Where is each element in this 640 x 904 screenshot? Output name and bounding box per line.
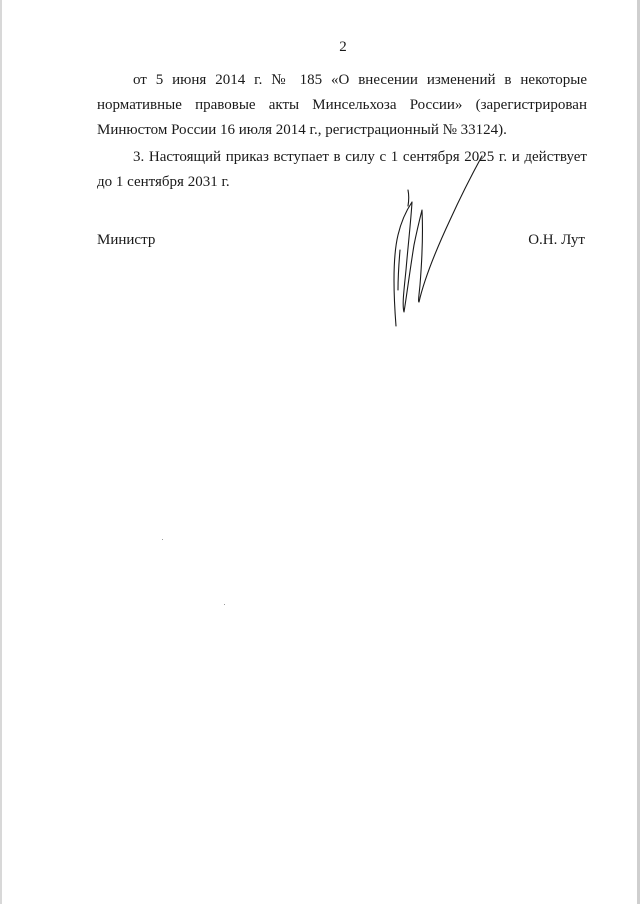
page-number: 2 [339, 39, 347, 55]
signatory-name: О.Н. Лут [528, 232, 585, 248]
signature-stroke [394, 202, 422, 326]
scan-speck [162, 539, 163, 540]
paragraph-item-3 [97, 145, 587, 195]
signature-stroke [419, 156, 482, 302]
paragraph-text: от 5 июня 2014 г. № 185 «О внесении изменений в некоторые нормативные правовые акты Минсельхоза России» (зарегистрирован Минюстом России 16 июля 2014 г., регистрационный № 33124). [97, 72, 587, 138]
paragraph-text: 3. Настоящий приказ вступает в силу с 1 сентября 2025 г. и действует до 1 сентября 2031 г. [97, 149, 587, 190]
signatory-position: Министр [97, 232, 156, 248]
paragraph-continuation [97, 68, 587, 143]
handwritten-signature [378, 150, 488, 330]
scan-speck [224, 604, 225, 605]
scan-edge-left [0, 0, 2, 904]
signature-stroke [398, 190, 409, 290]
